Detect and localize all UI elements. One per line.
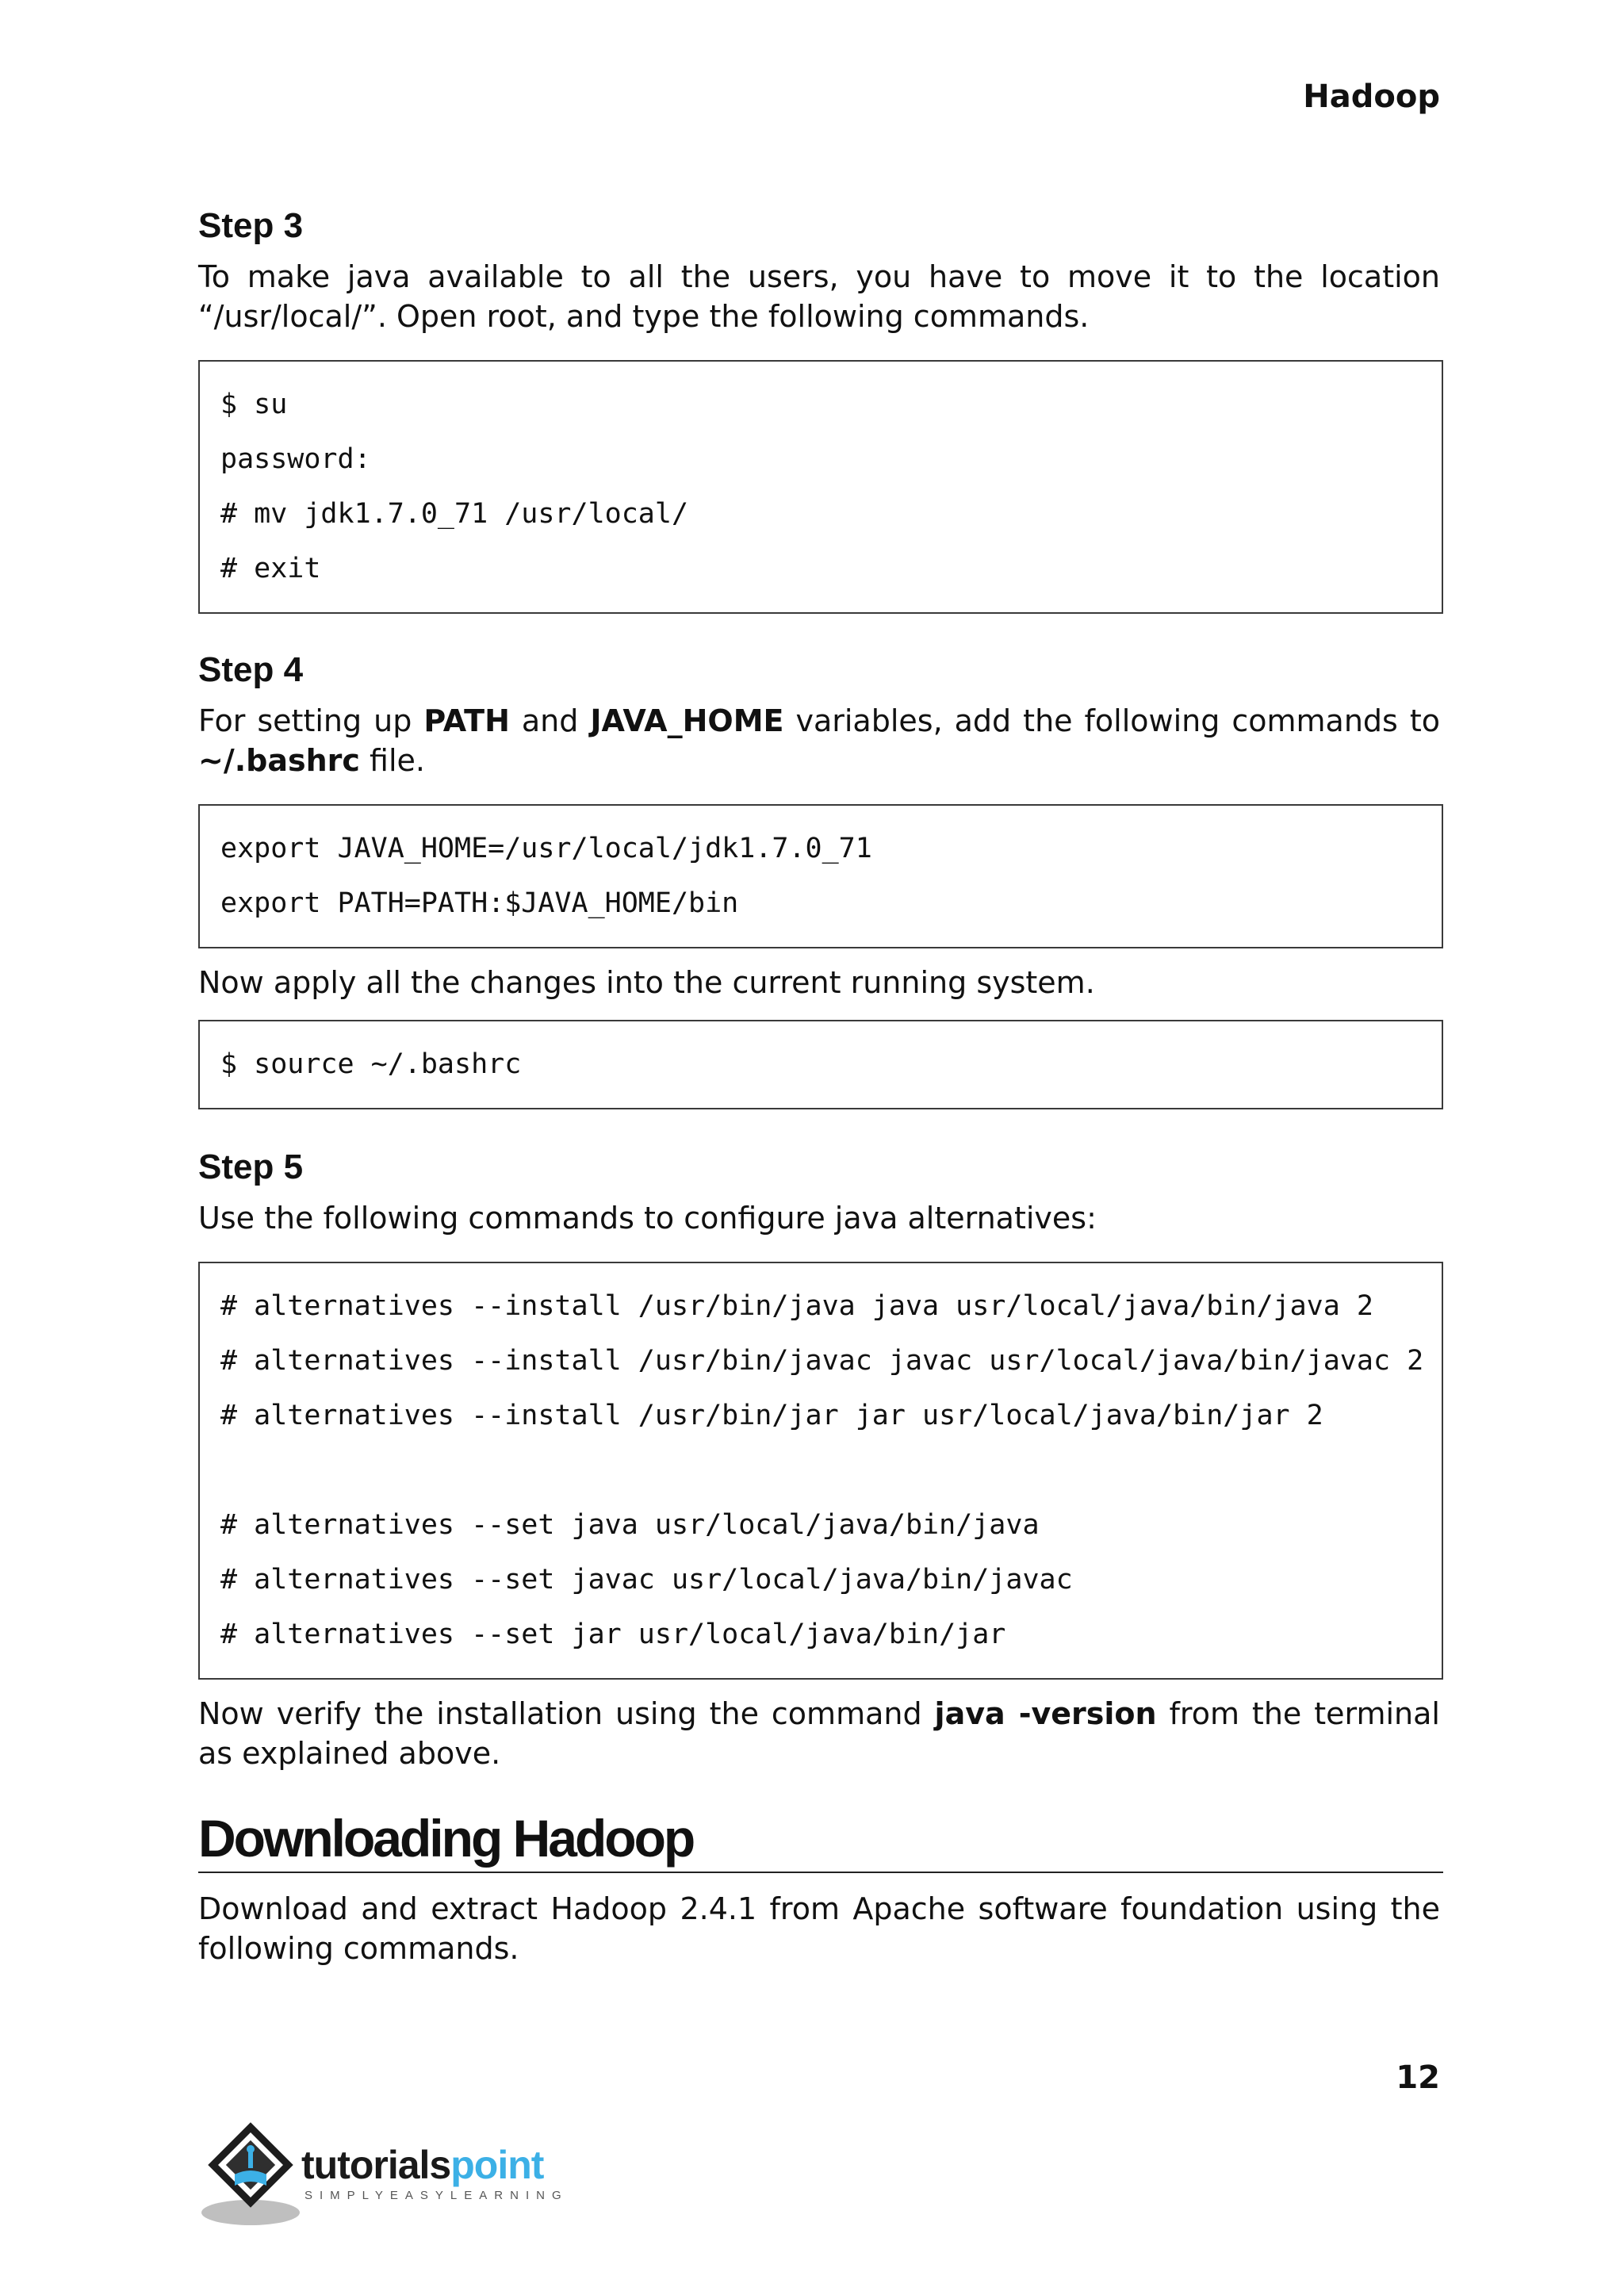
code-line: $ su bbox=[220, 389, 288, 420]
logo-wordmark bbox=[301, 2143, 569, 2187]
page-content bbox=[198, 205, 1440, 1968]
logo-word-point: point bbox=[450, 2143, 544, 2187]
java-version-command: java -version bbox=[934, 1696, 1157, 1731]
code-line: # mv jdk1.7.0_71 /usr/local/ bbox=[220, 498, 689, 530]
text: variables, add the following commands to bbox=[783, 703, 1440, 738]
source-code-block bbox=[198, 1020, 1443, 1109]
step-3-code-block bbox=[198, 360, 1443, 614]
logo-tagline: SIMPLYEASYLEARNING bbox=[304, 2189, 569, 2202]
code-blank-line bbox=[220, 1443, 1421, 1498]
tutorialspoint-logo bbox=[198, 2119, 571, 2230]
tutorialspoint-logo-icon bbox=[198, 2119, 309, 2230]
page-number: 12 bbox=[1396, 2059, 1440, 2096]
verify-paragraph bbox=[198, 1694, 1440, 1773]
step-4-paragraph bbox=[198, 701, 1440, 780]
code-line: password: bbox=[220, 443, 371, 475]
step-3-heading: Step 3 bbox=[198, 206, 304, 245]
code-line: # alternatives --set jar usr/local/java/bin/jar bbox=[220, 1619, 1006, 1650]
code-line: # exit bbox=[220, 553, 321, 584]
step-4-code-block bbox=[198, 804, 1443, 948]
text: For setting up bbox=[198, 703, 424, 738]
running-header-title: Hadoop bbox=[1303, 79, 1440, 115]
step-5-code-block bbox=[198, 1262, 1443, 1680]
text: and bbox=[509, 703, 591, 738]
text: file. bbox=[359, 743, 425, 778]
code-line: # alternatives --install /usr/bin/jar jar usr/local/java/bin/jar 2 bbox=[220, 1400, 1323, 1431]
code-line: export PATH=PATH:$JAVA_HOME/bin bbox=[220, 887, 739, 919]
logo-word-tutorials: tutorials bbox=[301, 2143, 451, 2187]
step-4-heading: Step 4 bbox=[198, 650, 304, 689]
code-line: export JAVA_HOME=/usr/local/jdk1.7.0_71 bbox=[220, 833, 872, 864]
code-line: $ source ~/.bashrc bbox=[220, 1048, 522, 1080]
java-home-keyword: JAVA_HOME bbox=[590, 703, 784, 738]
apply-changes-paragraph: Now apply all the changes into the current running system. bbox=[198, 965, 1095, 1000]
step-3-paragraph: To make java available to all the users, you have to move it to the location “/usr/local/”. Open root, and type the following commands. bbox=[198, 259, 1440, 334]
path-keyword: PATH bbox=[423, 703, 510, 738]
step-5-paragraph: Use the following commands to configure java alternatives: bbox=[198, 1201, 1097, 1236]
logo-text bbox=[301, 2143, 569, 2202]
code-line: # alternatives --install /usr/bin/javac javac usr/local/java/bin/javac 2 bbox=[220, 1345, 1424, 1377]
text: Now verify the installation using the command bbox=[198, 1696, 935, 1731]
downloading-paragraph: Download and extract Hadoop 2.4.1 from Apache software foundation using the following commands. bbox=[198, 1891, 1440, 1966]
code-line: # alternatives --set java usr/local/java/bin/java bbox=[220, 1509, 1040, 1541]
bashrc-keyword: ~/.bashrc bbox=[198, 743, 360, 778]
step-5-heading: Step 5 bbox=[198, 1148, 304, 1186]
code-line: # alternatives --install /usr/bin/java java usr/local/java/bin/java 2 bbox=[220, 1290, 1373, 1322]
text: from the terminal as explained above. bbox=[198, 1696, 1440, 1771]
code-line: # alternatives --set javac usr/local/java/bin/javac bbox=[220, 1564, 1073, 1596]
downloading-hadoop-heading: Downloading Hadoop bbox=[198, 1806, 1443, 1873]
